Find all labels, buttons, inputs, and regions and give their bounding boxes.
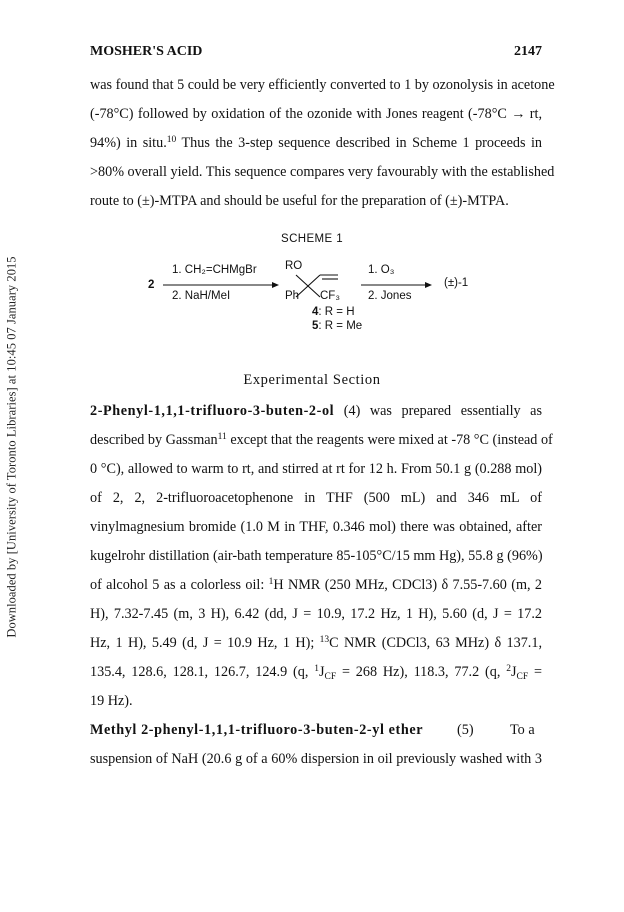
text-line: 19 Hz). [90, 693, 133, 709]
text-line: 135.4, 128.6, 128.1, 126.7, 124.9 (q, $^1J_{CF} = 268$ Hz), 118.3, 77.2 (q, $^2J_{CF}$ = [90, 664, 542, 682]
text-line: vinylmagnesium bromide (1.0 M in THF, 0.346 mol) there was obtained, after [90, 519, 542, 535]
text-line: >80% overall yield. This sequence compares very favourably with the established [90, 164, 555, 180]
section-title: Experimental Section [243, 372, 381, 388]
scheme-step2-reagent-1: 1. O₃ [368, 264, 395, 276]
text-line: route to (±)-MTPA and should be useful for the preparation of (±)-MTPA. [90, 193, 509, 209]
scheme-phenyl-group: Ph [285, 290, 300, 302]
text-line: Methyl 2-phenyl-1,1,1-trifluoro-3-buten-2-yl ether (5) To a [90, 722, 535, 738]
text-line: 0 °C), allowed to warm to rt, and stirred at rt for 12 h. From 50.1 g (0.288 mol) [90, 461, 542, 477]
scheme-product: (±)-1 [444, 277, 469, 289]
compound-heading: Methyl 2-phenyl-1,1,1-trifluoro-3-buten-2-yl ether [90, 722, 424, 738]
compound-heading: 2-Phenyl-1,1,1-trifluoro-3-buten-2-ol [90, 403, 335, 419]
scheme-cf3-group: CF₃ [320, 290, 341, 302]
reference-marker: 11 [217, 432, 227, 442]
text-line: 94%) in situ.$^{10}$ Thus the 3-step sequence described in Scheme 1 proceeds in [90, 135, 542, 151]
text-line: H), 7.32-7.45 (m, 3 H), 6.42 (dd, J = 10.9, 17.2 Hz, 1 H), 5.60 (d, J = 17.2 [90, 606, 542, 622]
text-line: of alcohol 5 as a colorless oil: $^1$H NMR (250 MHz, CDCl3) δ 7.55-7.60 (m, 2 [90, 577, 542, 593]
scheme-title: SCHEME 1 [281, 233, 343, 245]
running-title: MOSHER'S ACID [90, 44, 203, 59]
text-line: of 2, 2, 2-trifluoroacetophenone in THF (500 mL) and 346 mL of [90, 490, 542, 506]
text-line: Hz, 1 H), 5.49 (d, J = 10.9 Hz, 1 H); $^{13}$C NMR (CDCl3, 63 MHz) δ 137.1, [90, 635, 542, 651]
reference-marker: 10 [166, 135, 177, 145]
download-note: Downloaded by [University of Toronto Libraries] at 10:45 07 January 2015 [4, 256, 19, 638]
scheme-start-compound: 2 [148, 279, 155, 291]
text-line: described by Gassman$^{11}$ except that the reagents were mixed at -78 °C (instead of [90, 432, 553, 448]
text-line: kugelrohr distillation (air-bath temperature 85-105°C/15 mm Hg), 55.8 g (96%) [90, 548, 543, 564]
compound-label-4: 4: R = H [312, 306, 355, 318]
scheme-step1-reagent-1: 1. CH₂=CHMgBr [172, 264, 257, 276]
text-line: (-78°C) followed by oxidation of the ozonide with Jones reagent (-78°C → rt, [90, 106, 542, 122]
scheme-step2-reagent-2: 2. Jones [368, 290, 412, 302]
text-line: was found that 5 could be very efficiently converted to 1 by ozonolysis in acetone [90, 77, 555, 93]
scheme-ro-group: RO [285, 260, 303, 272]
page-number: 2147 [514, 44, 542, 59]
scheme-step1-reagent-2: 2. NaH/MeI [172, 290, 231, 302]
compound-label-5: 5: R = Me [312, 320, 363, 332]
text-line: 2-Phenyl-1,1,1-trifluoro-3-buten-2-ol (4) was prepared essentially as [90, 403, 542, 419]
text-line: suspension of NaH (20.6 g of a 60% dispersion in oil previously washed with 3 [90, 751, 542, 767]
